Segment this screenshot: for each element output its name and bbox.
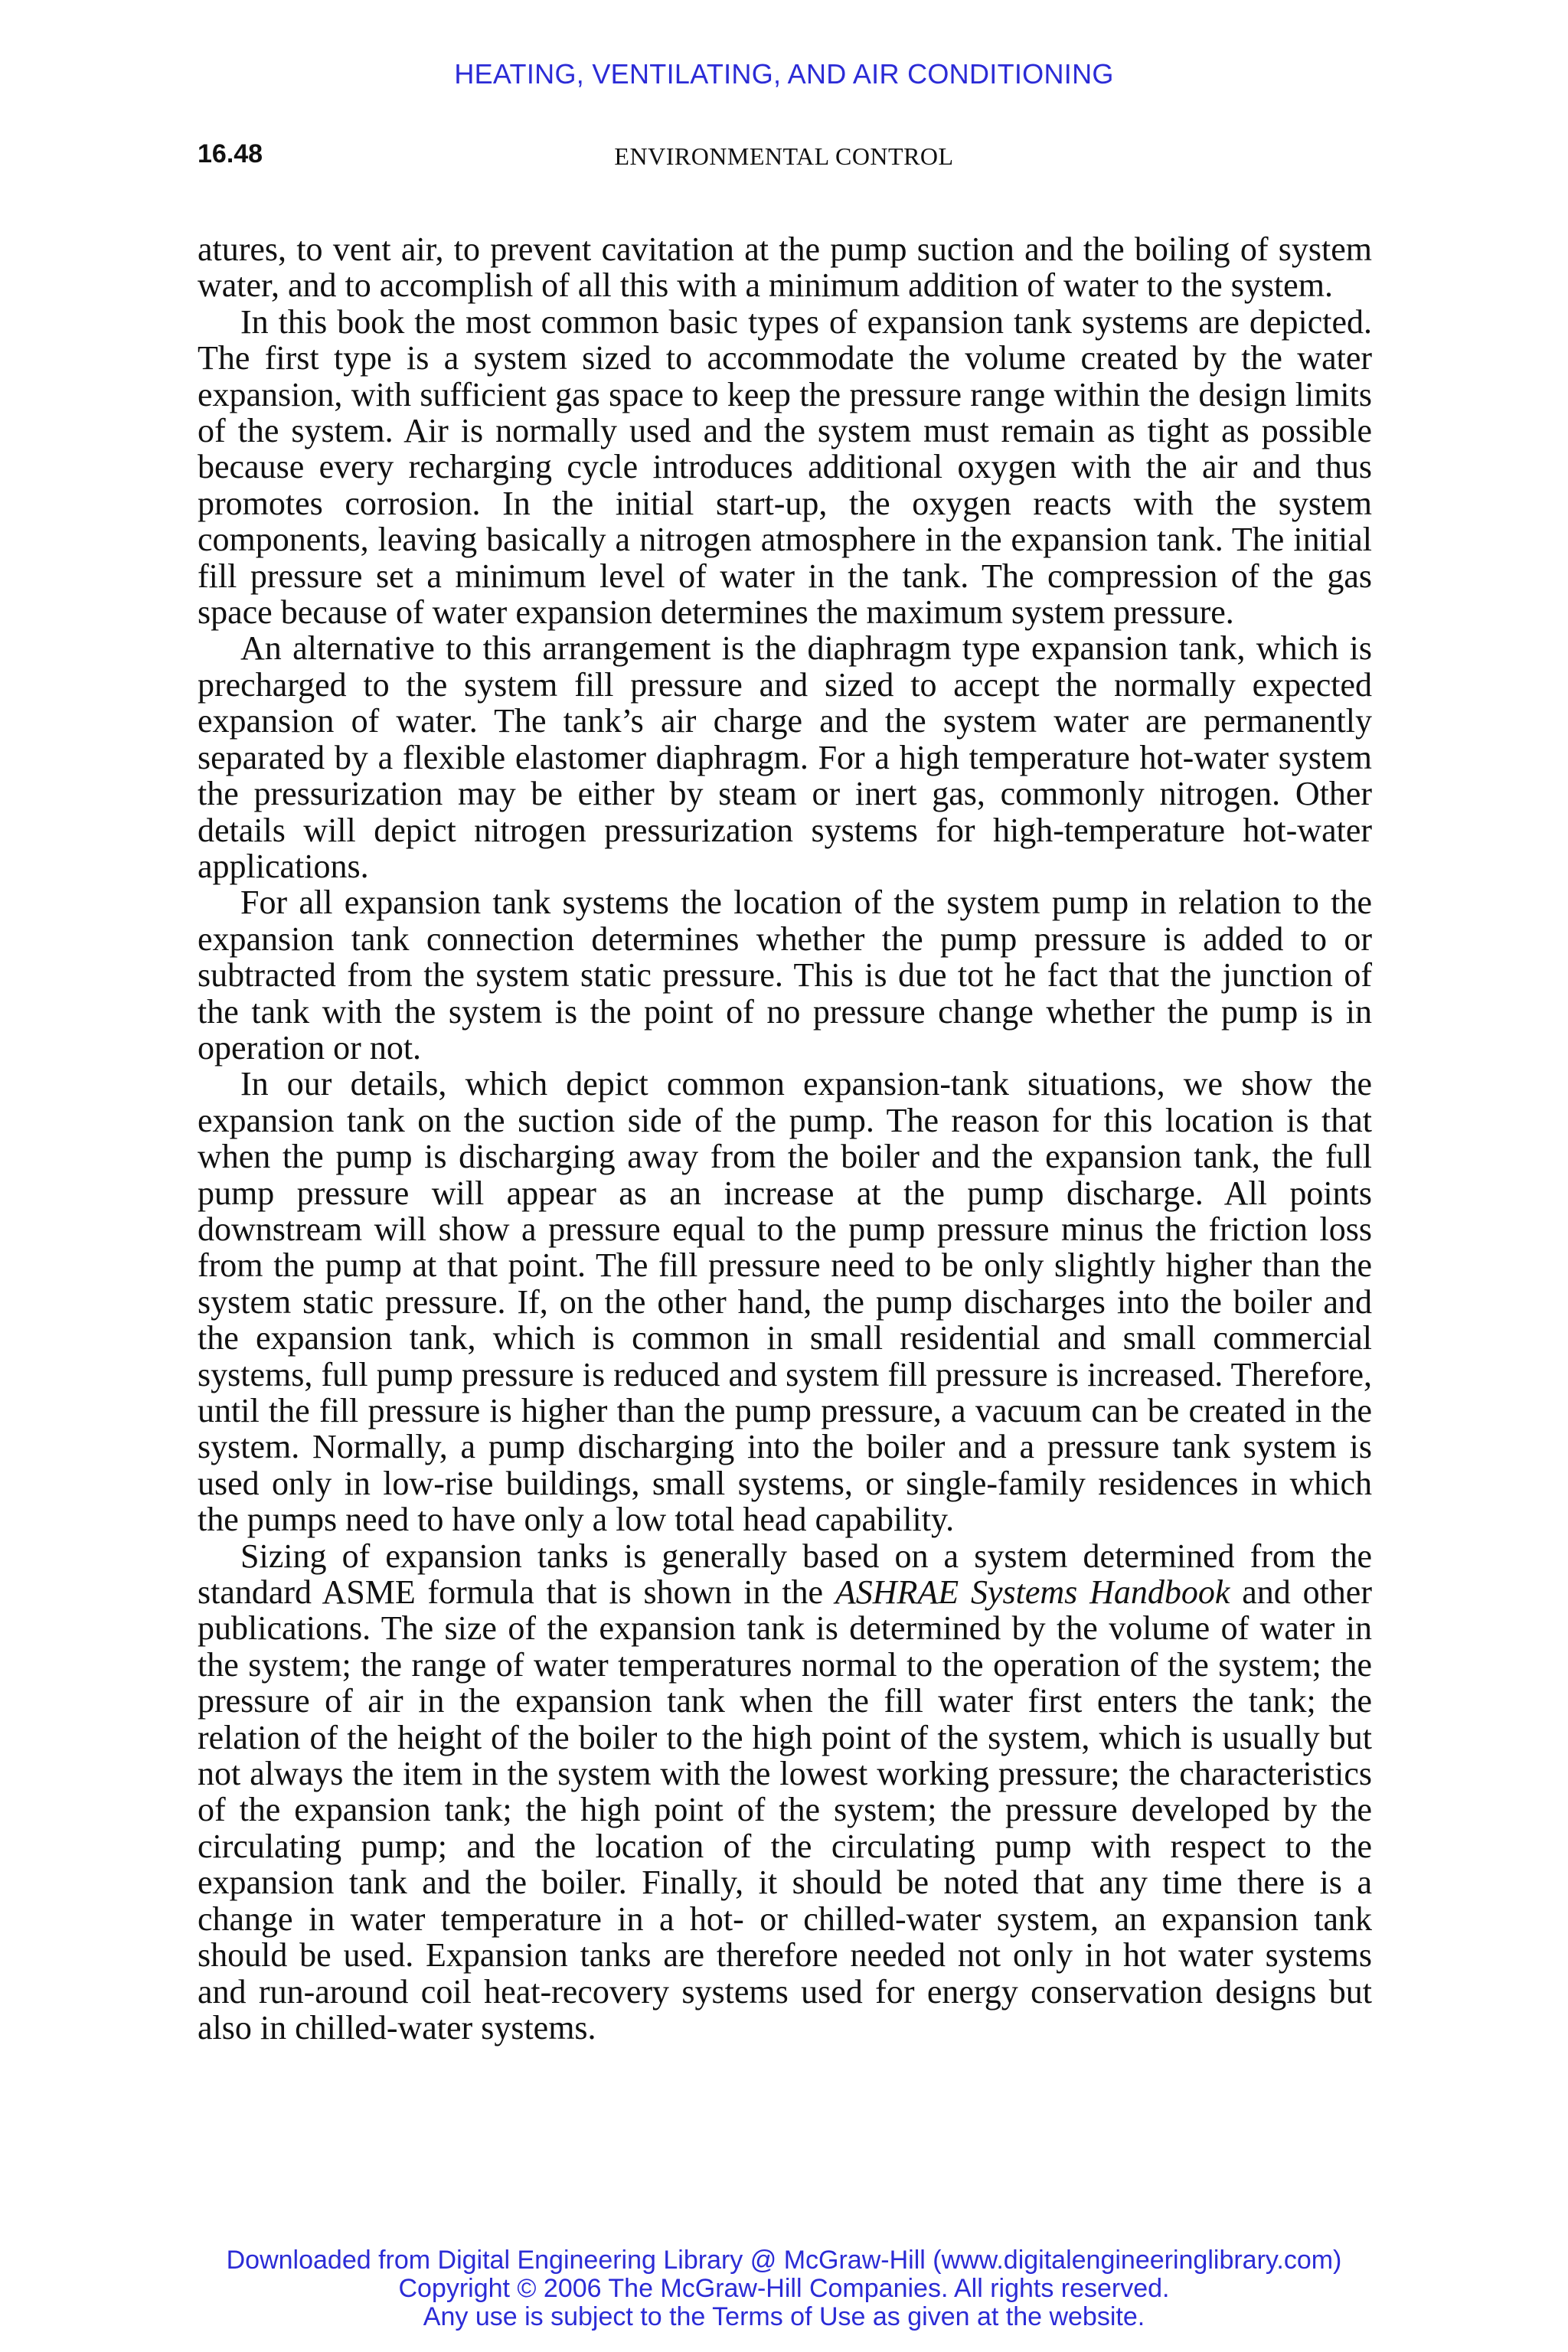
paragraph: In our details, which depict common expansion-tank situations, we show the expansion tank on the suction side of the pump. The reason for this location is that when the pump is discharging away from the boiler and the expansion tank, the full pump pressure will appear as an increase at the pump discharge. All points downstream will show a pressure equal to the pump pressure minus the friction loss from the pump at that point. The fill pressure need to be only slightly higher than the system static pressure. If, on the other hand, the pump discharges into the boiler and the expansion tank, which is common in small residential and small commercial systems, full pump pressure is reduced and system fill pressure is increased. Therefore, until the fill pressure is higher than the pump pressure, a vacuum can be created in the system. Normally, a pump discharging into the boiler and a pressure tank system is used only in low-rise buildings, small systems, or single-family residences in which the pumps need to have only a low total head capability. bbox=[198, 1065, 1372, 1539]
body-text bbox=[198, 231, 1372, 2046]
paragraph: For all expansion tank systems the location of the system pump in relation to the expansion tank connection determines whether the pump pressure is added to or subtracted from the system static pressure. This is due tot he fact that the junction of the tank with the system is the point of no pressure change whether the pump is in operation or not. bbox=[198, 884, 1372, 1067]
page-number: 16.48 bbox=[198, 139, 263, 168]
paragraph: An alternative to this arrangement is the diaphragm type expansion tank, which is precharged to the system fill pressure and sized to accept the normally expected expansion of water. The tank’s air charge and the system water are permanently separated by a flexible elastomer diaphragm. For a high temperature hot-water system the pressurization may be either by steam or inert gas, commonly nitrogen. Other details will depict nitrogen pressurization systems for high-temperature hot-water applications. bbox=[198, 629, 1372, 885]
book-title: ASHRAE Systems Handbook bbox=[835, 1573, 1230, 1612]
footer bbox=[0, 2246, 1568, 2331]
paragraph: In this book the most common basic types of expansion tank systems are depicted. The first type is a system sized to accommodate the volume created by the water expansion, with sufficient gas space to keep the pressure range within the design limits of the system. Air is normally used and the system must remain as tight as possible because every recharging cycle introduces additional oxygen with the air and thus promotes corrosion. In the initial start-up, the oxygen reacts with the system components, leaving basically a nitrogen atmosphere in the expansion tank. The initial fill pressure set a minimum level of water in the tank. The compression of the gas space because of water expansion determines the maximum system pressure. bbox=[198, 302, 1372, 632]
running-head: HEATING, VENTILATING, AND AIR CONDITIONING bbox=[454, 58, 1114, 90]
section-title: ENVIRONMENTAL CONTROL bbox=[614, 142, 954, 170]
footer-copyright-line: Copyright © 2006 The McGraw-Hill Companies. All rights reserved. bbox=[398, 2274, 1170, 2303]
paragraph bbox=[198, 1538, 1372, 2047]
paragraph: atures, to vent air, to prevent cavitation at the pump suction and the boiling of system water, and to accomplish of all this with a minimum addition of water to the system. bbox=[198, 230, 1372, 305]
paragraph-text: Sizing of expansion tanks is generally based on a system determined from the standard ASME formula that is shown in the bbox=[198, 1537, 1372, 1612]
footer-download-line: Downloaded from Digital Engineering Library @ McGraw-Hill (www.digitalengineeringlibrary.com) bbox=[226, 2246, 1342, 2275]
paragraph-text: and other publications. The size of the expansion tank is determined by the volume of water in the system; the range of water temperatures normal to the operation of the system; the pressure of air in the expansion tank when the fill water first enters the tank; the relation of the height of the boiler to the high point of the system, which is usually but not always the item in the system with the lowest working pressure; the characteristics of the expansion tank; the high point of the system; the pressure developed by the circulating pump; and the location of the circulating pump with respect to the expansion tank and the boiler. Finally, it should be noted that any time there is a change in water temperature in a hot- or chilled-water system, an expansion tank should be used. Expansion tanks are therefore needed not only in hot water systems and run-around coil heat-recovery systems used for energy conservation designs but also in chilled-water systems. bbox=[198, 1573, 1372, 2047]
footer-terms-line: Any use is subject to the Terms of Use as given at the website. bbox=[423, 2302, 1145, 2331]
